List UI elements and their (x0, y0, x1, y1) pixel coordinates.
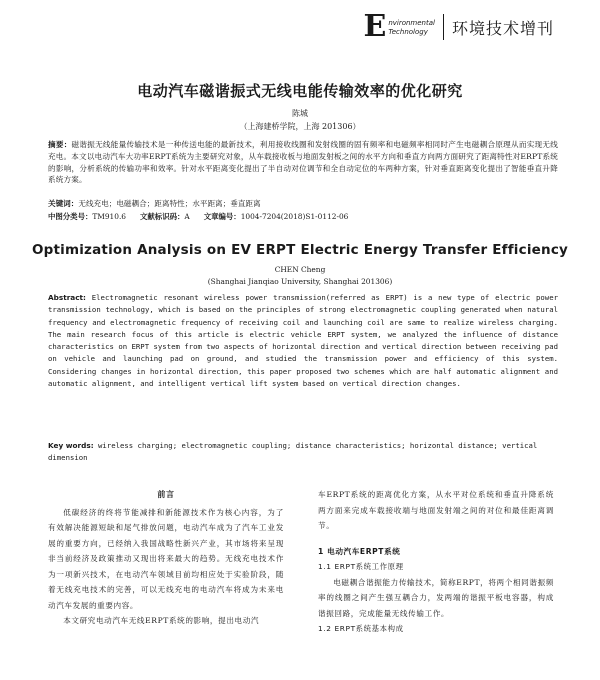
abstract-en (48, 292, 558, 390)
body-paragraph: 低碳经济的终将节能减排和新能源技术作为核心内容，为了有效解决能源短缺和尾气排放问题，电动汽车成为了汽车工业发展的重要方向，已经纳入我国战略性新兴产业，其市场将来呈现非当前经济及政策推动又现出将来最大的趋势。无线充电技术作为一项新兴技术，在电动汽车领域目前均相应处于实验阶段，随着无线充电技术的完善，可以无线充电的电动汽车将成为未来电动汽车发展的重要内容。 (48, 507, 284, 610)
abstract-cn-text: 磁谐振无线能量传输技术是一种传送电能的最新技术，利用接收线圈和发射线圈的固有频率和电磁频率相同时产生电磁耦合原理从而实现无线充电。本文以电动汽车大功率ERPT系统为主要研究对象，从车载接收板与地面发射板之间的水平方向和垂直方向两方面研究了距离特性对ERPT系统的影响，分析系统的传输功率和效率。针对水平距离变化提出了半自动对位调节和全自动定位的车两种方案，针对垂直距离变化提出了智能垂直升降系统方案。 (48, 140, 558, 185)
keywords-en-label: Key words: (48, 441, 94, 450)
section-heading-preface: 前言 (157, 490, 175, 499)
author-cn: 陈城 (292, 109, 308, 118)
section-heading-1-2: 1.2 ERPT系统基本构成 (318, 624, 404, 633)
keywords-en (48, 440, 558, 465)
abstract-cn-label: 摘要： (48, 140, 72, 149)
abstract-en-text: Electromagnetic resonant wireless power transmission(referred as ERPT) is a new type of electric power transmission technology, which is based on the principles of strong electromagnetic coupling generated when natural frequency and electromagnetic frequency of receiving coil and launching coil are same to realize wireless charging. The main research focus of this article is electric vehicle ERPT system, we analyzed the influence of distance characteristics on ERPT system from two aspects of horizontal direction and vertical direction between receiving pad on vehicle and launching pad on ground, and studied the transmission power and efficiency of this system. Considering changes in horizontal direction, this paper proposed two schemes which are half automatic alignment and automatic alignment, and intelligent vertical lift system based on vertical direction changes. (48, 293, 558, 389)
affiliation-en: (Shanghai Jianqiao University, Shanghai 201306) (207, 277, 393, 286)
article-number: 文章编号：1004-7204(2018)S1-0112-06 (203, 212, 349, 221)
journal-logo-word-1: nvironmental (388, 19, 435, 27)
paper-title-cn: 电动汽车磁谐振式无线电能传输效率的优化研究 (137, 82, 463, 100)
clc-number: 中图分类号：TM910.6 (48, 212, 127, 221)
body-paragraph: 本文研究电动汽车无线ERPT系统的影响，提出电动汽 (63, 616, 260, 625)
abstract-en-label: Abstract: (48, 293, 86, 302)
document-code: 文献标识码：A (140, 212, 190, 221)
body-paragraph-continued: 车ERPT系统的距离优化方案，从水平对位系统和垂直升降系统两方面来完成车载接收端与地面发射端之间的对位和最佳距离调节。 (318, 490, 554, 530)
keywords-cn-text: 无线充电；电磁耦合；距离特性；水平距离；垂直距离 (78, 199, 261, 208)
body-column-left (48, 487, 284, 629)
section-heading-1: 1 电动汽车ERPT系统 (318, 546, 401, 556)
journal-logo-words (388, 19, 435, 37)
affiliation-cn: （上海建桥学院，上海 201306） (239, 122, 361, 131)
journal-header (363, 10, 554, 44)
abstract-cn (48, 139, 558, 186)
section-heading-1-1: 1.1 ERPT系统工作原理 (318, 562, 404, 571)
journal-logo-word-2: Technology (388, 28, 428, 36)
article-meta-cn (48, 211, 558, 222)
header-divider (443, 14, 444, 40)
body-paragraph: 电磁耦合谐振能力传输技术，简称ERPT，将两个相同谐振频率的线圈之间产生强互耦合力，发两端的谐振平板电容器，构成谐振回路，完成能量无线传输工作。 (318, 577, 554, 618)
paper-title-en: Optimization Analysis on EV ERPT Electric Energy Transfer Efficiency (31, 242, 569, 258)
journal-name: 环境技术增刊 (451, 18, 554, 38)
body-column-right (318, 487, 554, 637)
journal-logo-letter: E (363, 9, 387, 44)
author-en: CHEN Cheng (274, 265, 326, 274)
keywords-en-text: wireless charging; electromagnetic coupling; distance characteristics; horizontal distance; vertical dimension (48, 441, 538, 463)
keywords-cn (48, 198, 558, 209)
keywords-cn-label: 关键词： (48, 199, 79, 208)
